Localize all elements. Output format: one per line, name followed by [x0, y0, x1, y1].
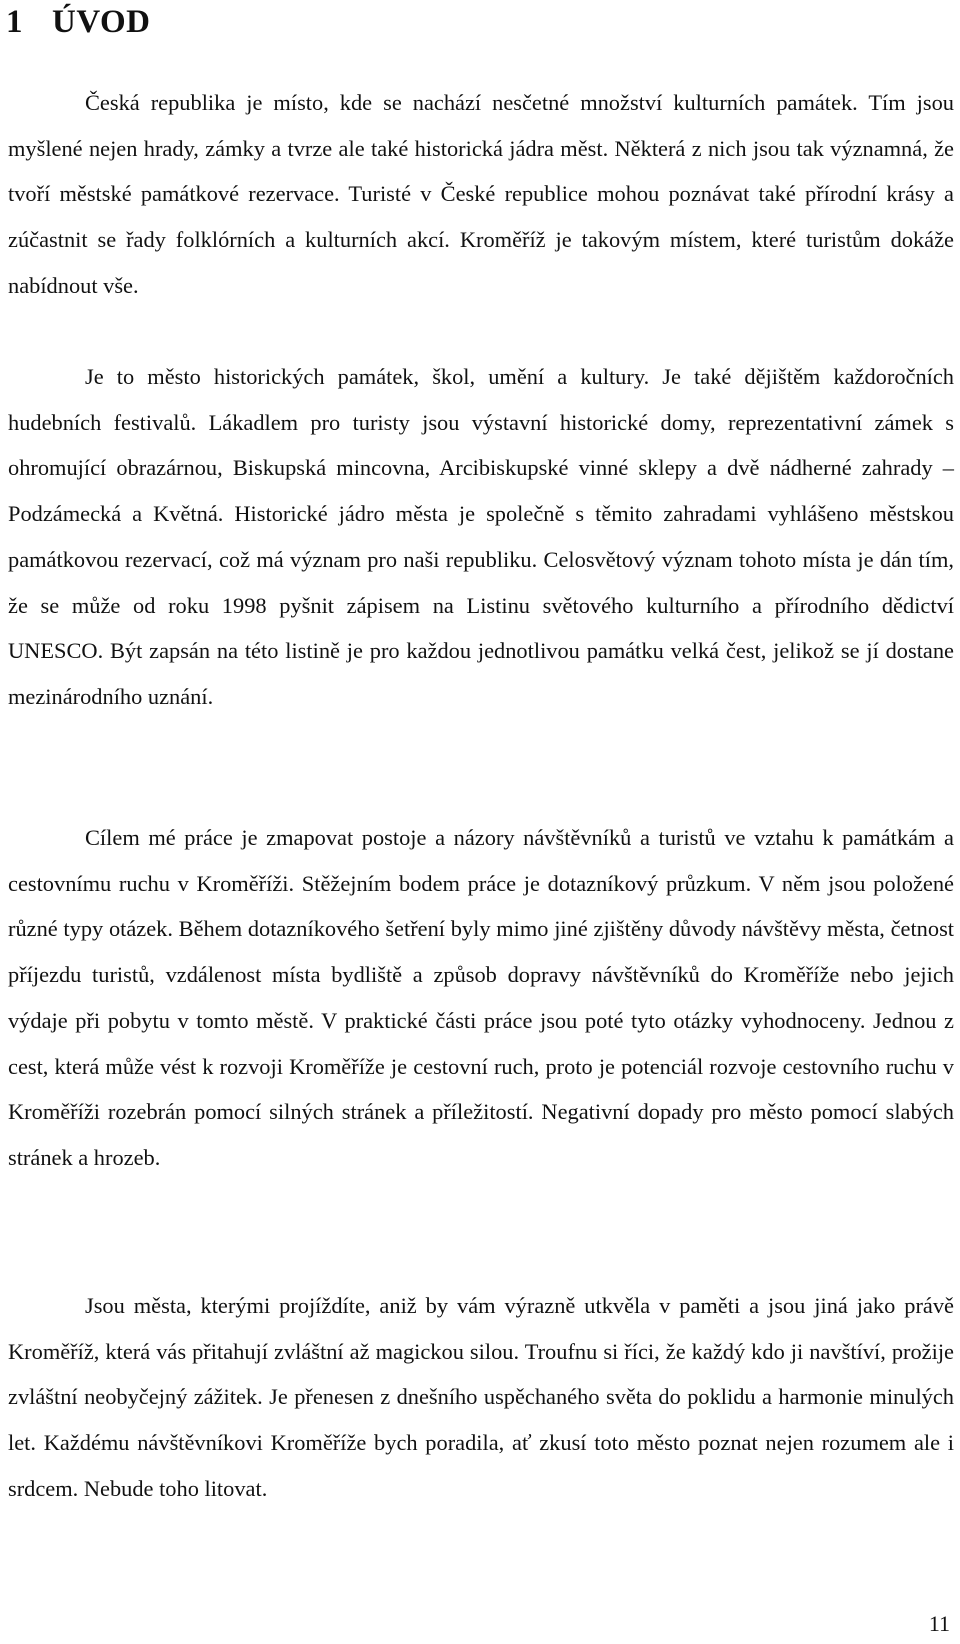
chapter-heading — [6, 2, 151, 42]
paragraph-intro: Česká republika je místo, kde se nachází nesčetné množství kulturních památek. Tím jsou myšlené nejen hrady, zámky a tvrze ale také historická jádra měst. Některá z nich jsou tak významná, že tvoří městské památkové rezervace. Turisté v České republice mohou poznávat také přírodní krásy a zúčastnit se řady folklórních a kulturních akcí. Kroměříž je takovým místem, které turistům dokáže nabídnout vše. — [8, 90, 954, 298]
paragraph-closing: Jsou města, kterými projíždíte, aniž by vám výrazně utkvěla v paměti a jsou jiná jako právě Kroměříž, která vás přitahují zvláštní až magickou silou. Troufnu si říci, že každý kdo ji navštíví, prožije zvláštní neobyčejný zážitek. Je přenesen z dnešního uspěchaného světa do poklidu a harmonie minulých let. Každému návštěvníkovi Kroměříže bych poradila, ať zkusí toto město poznat nejen rozumem ale i srdcem. Nebude toho litovat. — [8, 1293, 954, 1501]
chapter-number: 1 — [6, 4, 23, 40]
chapter-title: ÚVOD — [52, 4, 151, 40]
paragraph-city-heritage: Je to město historických památek, škol, umění a kultury. Je také dějištěm každoročních hudebních festivalů. Lákadlem pro turisty jsou výstavní historické domy, reprezentativní zámek s ohromující obrazárnou, Biskupská mincovna, Arcibiskupské vinné sklepy a dvě nádherné zahrady – Podzámecká a Květná. Historické jádro města je společně s těmito zahradami vyhlášeno městskou památkovou rezervací, což má význam pro naši republiku. Celosvětový význam tohoto místa je dán tím, že se může od roku 1998 pyšnit zápisem na Listinu světového kulturního a přírodního dědictví UNESCO. Být zapsán na této listině je pro každou jednotlivou památku velká čest, jelikož se jí dostane mezinárodního uznání. — [8, 364, 954, 709]
paragraph-thesis-aim: Cílem mé práce je zmapovat postoje a názory návštěvníků a turistů ve vztahu k památkám a cestovnímu ruchu v Kroměříži. Stěžejním bodem práce je dotazníkový průzkum. V něm jsou položené různé typy otázek. Během dotazníkového šetření byly mimo jiné zjištěny důvody návštěvy města, četnost příjezdu turistů, vzdálenost místa bydliště a způsob dopravy návštěvníků do Kroměříže nebo jejich výdaje při pobytu v tomto městě. V praktické části práce jsou poté tyto otázky vyhodnoceny. Jednou z cest, která může vést k rozvoji Kroměříže je cestovní ruch, proto je potenciál rozvoje cestovního ruchu v Kroměříži rozebrán pomocí silných stránek a příležitostí. Negativní dopady pro město pomocí slabých stránek a hrozeb. — [8, 825, 954, 1170]
page-number: 11 — [928, 1611, 950, 1636]
